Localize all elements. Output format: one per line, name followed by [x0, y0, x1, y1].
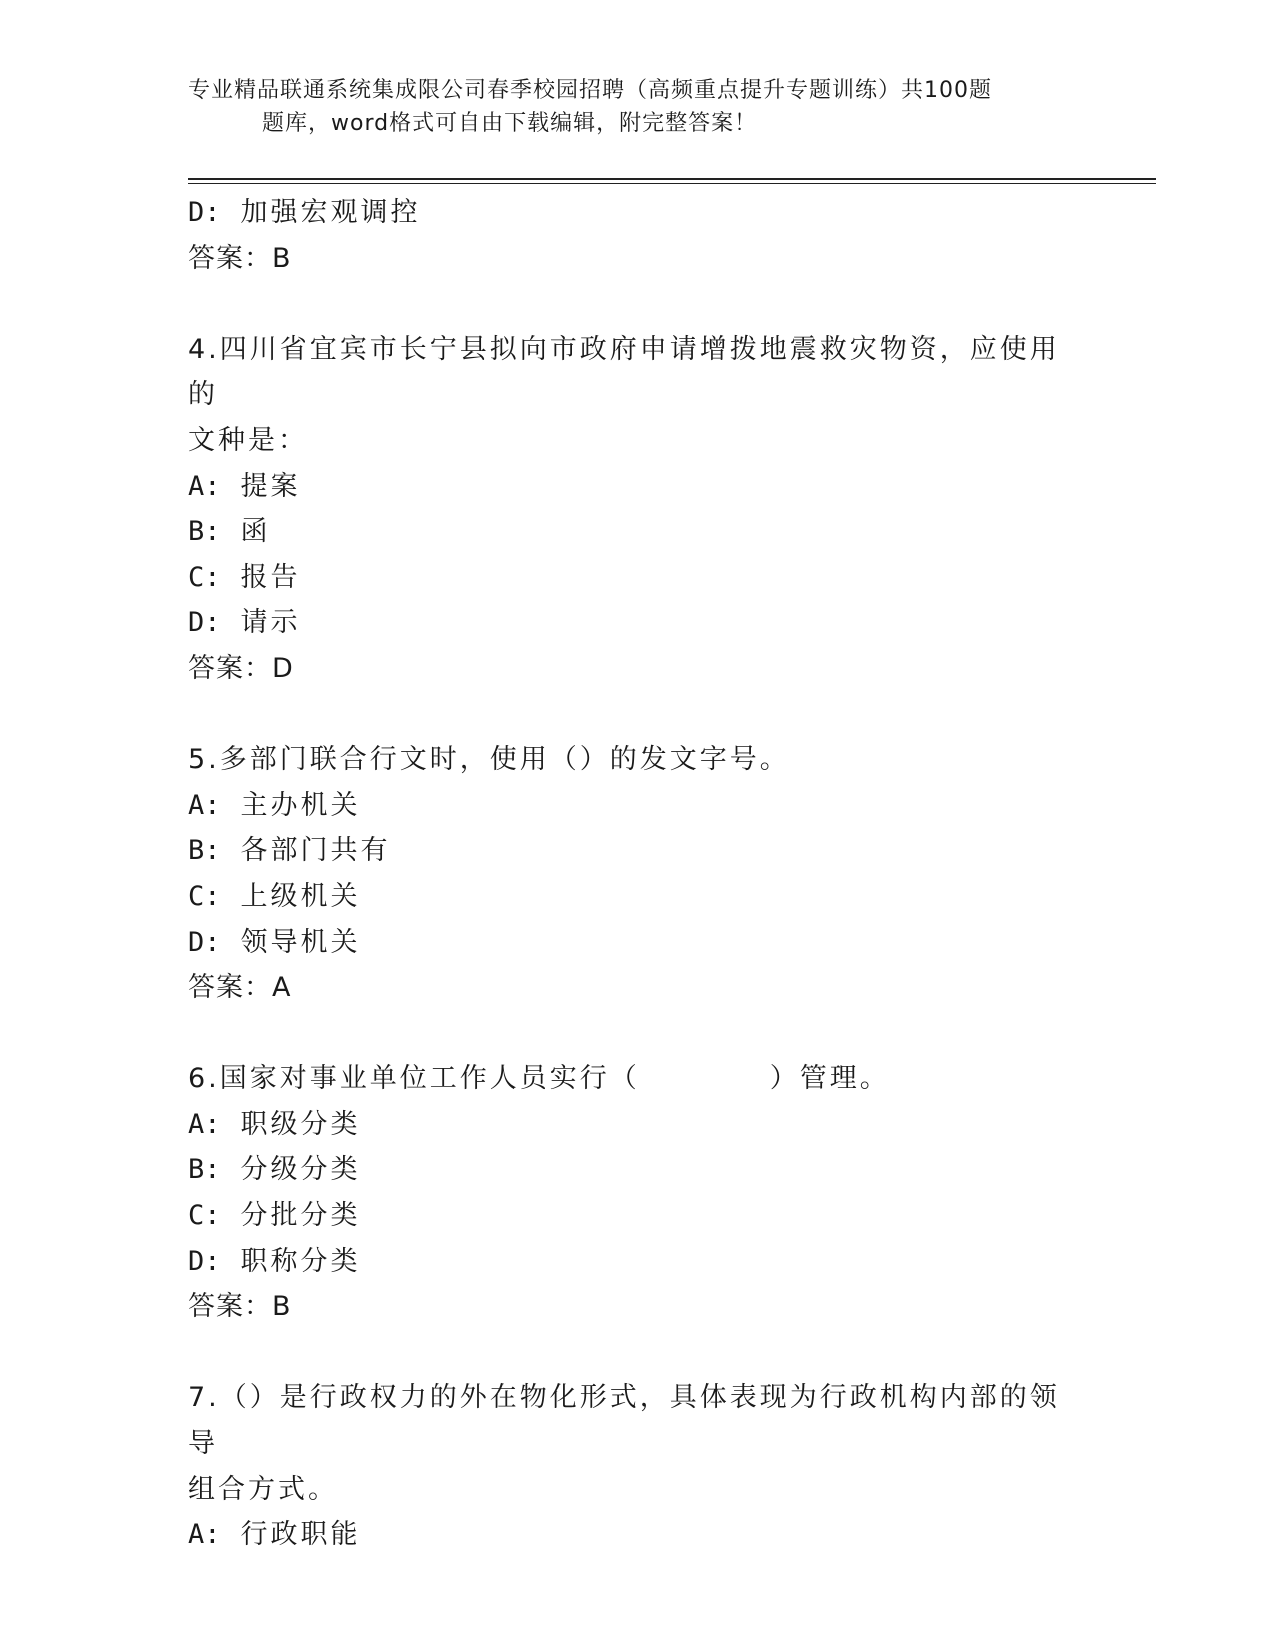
answer-line: 答案：B: [188, 242, 292, 274]
document-header: [188, 74, 1068, 140]
answer-line: 答案：B: [188, 1291, 292, 1323]
question-6: [188, 1056, 1068, 1330]
option-c: C: 分批分类: [188, 1200, 361, 1232]
question-4: [188, 327, 1068, 692]
option-d: D: 领导机关: [188, 926, 361, 958]
question-text: 4.四川省宜宾市长宁县拟向市政府申请增拨地震救灾物资，应使用的 文种是：: [188, 333, 1060, 456]
answer-line: 答案：D: [188, 652, 294, 684]
header-rule-thick: [188, 178, 1156, 180]
header-line-2: 题库，word格式可自由下载编辑，附完整答案！: [262, 111, 758, 136]
option-d: D: 加强宏观调控: [188, 197, 421, 228]
header-rule-thin: [188, 183, 1156, 184]
option-a: A: 行政职能: [188, 1519, 361, 1551]
document-body: [188, 190, 1068, 1558]
option-d: D: 请示: [188, 607, 301, 639]
option-d: D: 职称分类: [188, 1245, 361, 1277]
option-a: A: 提案: [188, 470, 301, 502]
question-text: 5.多部门联合行文时，使用（）的发文字号。: [188, 744, 790, 776]
option-c: C: 报告: [188, 561, 301, 593]
option-a: A: 主办机关: [188, 789, 361, 821]
option-b: B: 分级分类: [188, 1154, 361, 1186]
question-text: 7.（）是行政权力的外在物化形式，具体表现为行政机构内部的领导 组合方式。: [188, 1382, 1060, 1505]
header-line-1: 专业精品联通系统集成限公司春季校园招聘（高频重点提升专题训练）共100题: [188, 78, 992, 103]
question-text: 6.国家对事业单位工作人员实行（ ）管理。: [188, 1063, 890, 1095]
question-5: [188, 737, 1068, 1011]
option-c: C: 上级机关: [188, 880, 361, 912]
option-b: B: 各部门共有: [188, 835, 391, 867]
question-7: [188, 1375, 1068, 1557]
answer-line: 答案：A: [188, 972, 292, 1004]
option-b: B: 函: [188, 516, 271, 548]
option-a: A: 职级分类: [188, 1108, 361, 1140]
